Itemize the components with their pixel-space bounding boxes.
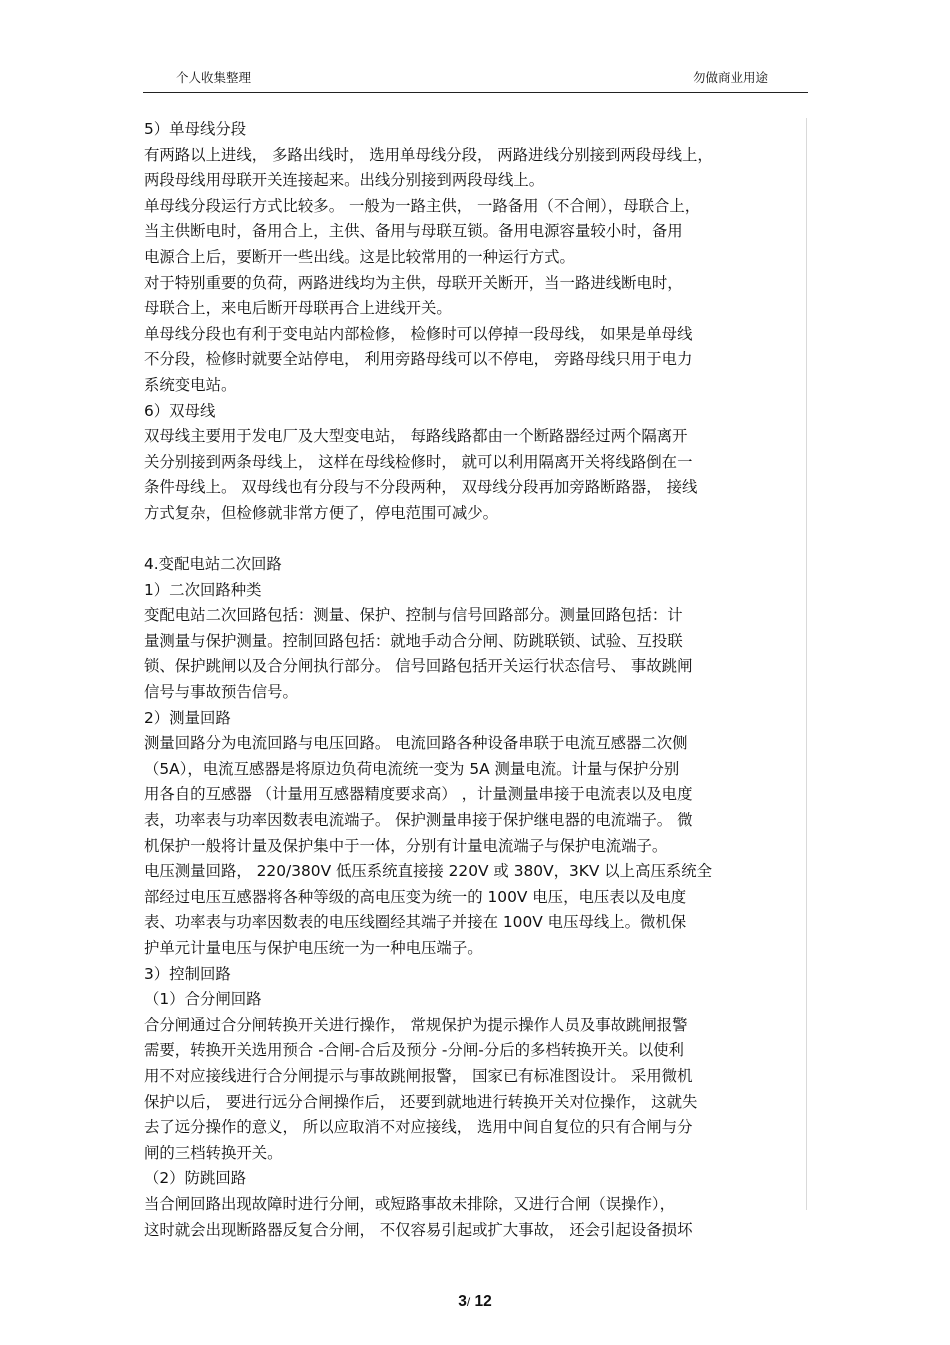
header-right-text: 勿做商业用途 [692, 70, 768, 85]
text-line: 电压测量回路， 220/380V 低压系统直接接 220V 或 380V，3KV 以上高压系统全 [144, 862, 713, 881]
text-line: 两段母线用母联开关连接起来。出线分别接到两段母线上。 [144, 171, 545, 190]
text-line: 表、功率表与功率因数表的电压线圈经其端子并接在 100V 电压母线上。微机保 [144, 913, 687, 932]
page-number [0, 1293, 950, 1311]
text-line: 对于特别重要的负荷，两路进线均为主供，母联开关断开，当一路进线断电时， [144, 273, 683, 292]
text-line: 用不对应接线进行合分闸提示与事故跳闸报警， 国家已有标准图设计。 采用微机 [144, 1066, 693, 1085]
current-page: 3 [458, 1293, 467, 1310]
text-line: 1）二次回路种类 [144, 580, 262, 599]
text-line: 条件母线上。 双母线也有分段与不分段两种， 双母线分段再加旁路断路器， 接线 [144, 478, 698, 497]
text-line: 部经过电压互感器将各种等级的高电压变为统一的 100V 电压，电压表以及电度 [144, 887, 687, 906]
page-header [143, 62, 808, 93]
text-line: 变配电站二次回路包括：测量、保护、控制与信号回路部分。测量回路包括：计 [144, 606, 683, 625]
text-line: 不分段，检修时就要全站停电， 利用旁路母线可以不停电， 旁路母线只用于电力 [144, 350, 693, 369]
text-line: 2）测量回路 [144, 708, 231, 727]
text-line: 6）双母线 [144, 401, 216, 420]
text-line: 当主供断电时，备用合上，主供、备用与母联互锁。备用电源容量较小时，备用 [144, 222, 683, 241]
text-line: 系统变电站。 [144, 375, 237, 394]
text-line: 当合闸回路出现故障时进行分闸，或短路事故未排除，又进行合闸（误操作）， [144, 1194, 675, 1213]
text-line: 3）控制回路 [144, 964, 231, 983]
total-pages: 12 [474, 1293, 492, 1310]
text-line: 电源合上后，要断开一些出线。这是比较常用的一种运行方式。 [144, 247, 575, 266]
text-line: 机保护一般将计量及保护集中于一体，分别有计量电流端子与保护电流端子。 [144, 836, 668, 855]
text-line: 有两路以上进线， 多路出线时， 选用单母线分段， 两路进线分别接到两段母线上， [144, 145, 713, 164]
text-line: 合分闸通过合分闸转换开关进行操作， 常规保护为提示操作人员及事故跳闸报警 [144, 1015, 688, 1034]
text-line: 单母线分段运行方式比较多。 一般为一路主供， 一路备用（不合闸），母联合上， [144, 196, 701, 215]
page-separator: / [466, 1295, 471, 1309]
text-line: 保护以后， 要进行远分合闸操作后， 还要到就地进行转换开关对位操作， 这就失 [144, 1092, 698, 1111]
text-line: 用各自的互感器 （计量用互感器精度要求高） ，计量测量串接于电流表以及电度 [144, 785, 693, 804]
section-heading: 4.变配电站二次回路 [144, 555, 282, 574]
text-line: 护单元计量电压与保护电压统一为一种电压端子。 [144, 939, 483, 957]
text-line: 母联合上，来电后断开母联再合上进线开关。 [144, 299, 452, 318]
blank-line [144, 527, 810, 553]
text-line: 这时就会出现断路器反复合分闸， 不仅容易引起或扩大事故， 还会引起设备损坏 [144, 1220, 693, 1239]
text-line: （1）合分闸回路 [144, 990, 262, 1009]
text-line: 需要，转换开关选用预合 -合闸-合后及预分 -分闸-分后的多档转换开关。以使利 [144, 1041, 684, 1060]
text-line: 方式复杂，但检修就非常方便了，停电范围可减少。 [144, 503, 498, 522]
text-line: 测量回路分为电流回路与电压回路。 电流回路各种设备串联于电流互感器二次侧 [144, 734, 688, 753]
text-line: 信号与事故预告信号。 [144, 683, 298, 702]
text-line: （2）防跳回路 [144, 1169, 247, 1188]
header-left-text: 个人收集整理 [176, 70, 252, 85]
text-line: 闸的三档转换开关。 [144, 1143, 283, 1162]
text-line: 锁、保护跳闸以及合分闸执行部分。 信号回路包括开关运行状态信号、 事故跳闸 [144, 657, 693, 676]
text-line: 5）单母线分段 [144, 120, 247, 138]
text-line: 表，功率表与功率因数表电流端子。 保护测量串接于保护继电器的电流端子。 微 [144, 811, 693, 830]
text-line: 去了远分操作的意义， 所以应取消不对应接线， 选用中间自复位的只有合闸与分 [144, 1118, 693, 1137]
text-line: 量测量与保护测量。控制回路包括：就地手动合分闸、防跳联锁、试验、互投联 [144, 631, 683, 650]
text-line: 关分别接到两条母线上， 这样在母线检修时， 就可以利用隔离开关将线路倒在一 [144, 452, 693, 471]
text-line: （5A），电流互感器是将原边负荷电流统一变为 5A 测量电流。计量与保护分别 [144, 759, 680, 778]
text-line: 单母线分段也有利于变电站内部检修， 检修时可以停掉一段母线， 如果是单母线 [144, 324, 693, 343]
document-body [144, 117, 810, 1243]
text-line: 双母线主要用于发电厂及大型变电站， 每路线路都由一个断路器经过两个隔离开 [144, 427, 688, 446]
